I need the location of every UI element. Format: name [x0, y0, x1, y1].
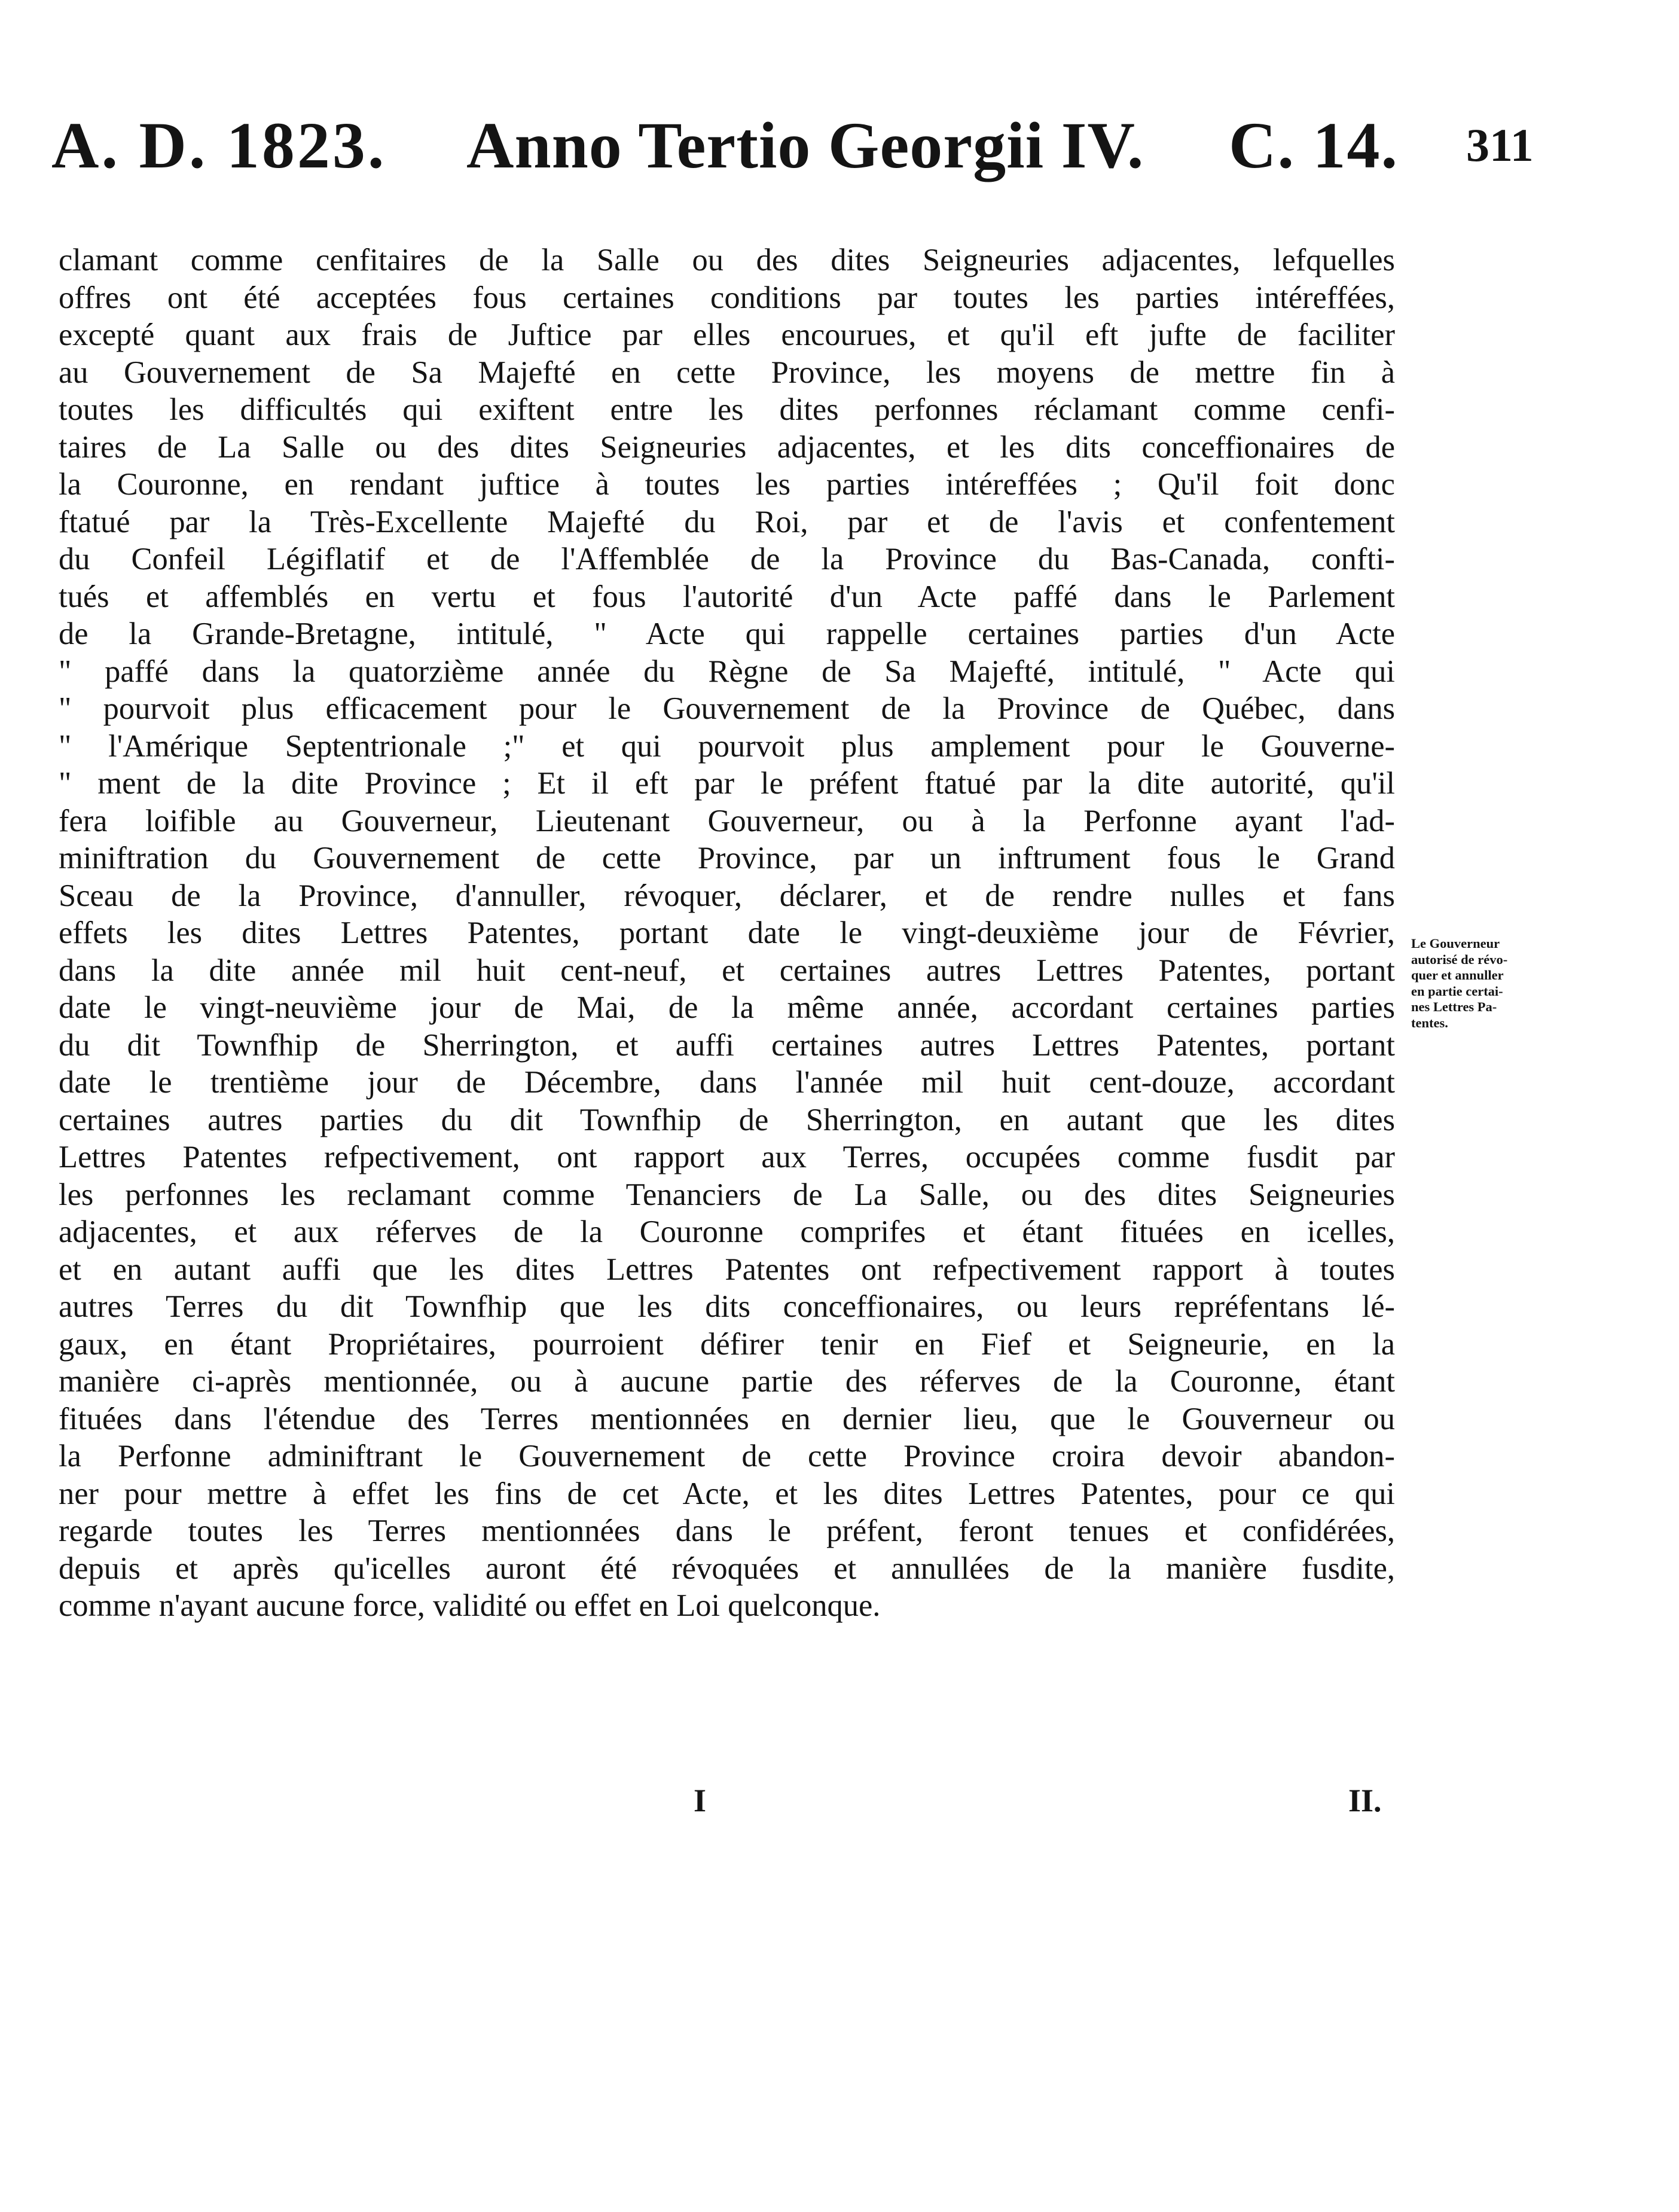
text-line: au Gouvernement de Sa Majefté en cette Province, les moyens de mettre fin à	[59, 355, 1395, 390]
text-line: excepté quant aux frais de Juftice par elles encourues, et qu'il eft jufte de faciliter	[59, 318, 1395, 352]
margin-note-line: nes Lettres Pa-	[1411, 999, 1497, 1014]
text-line: miniftration du Gouvernement de cette Province, par un inftrument fous le Grand	[59, 841, 1395, 875]
text-line: adjacentes, et aux réferves de la Couronne comprifes et étant fituées en icelles,	[59, 1215, 1395, 1249]
text-line: regarde toutes les Terres mentionnées dans le préfent, feront tenues et confidérées,	[59, 1514, 1395, 1548]
signature-mark: I	[694, 1783, 707, 1819]
header-chapter: C. 14.	[1229, 109, 1399, 182]
text-line: gaux, en étant Propriétaires, pourroient défirer tenir en Fief et Seigneurie, en la	[59, 1326, 1395, 1362]
text-line: Lettres Patentes refpectivement, ont rapport aux Terres, occupées comme fusdit par	[59, 1140, 1395, 1174]
text-line: et en autant auffi que les dites Lettres Patentes ont refpectivement rapport à toutes	[59, 1252, 1395, 1287]
text-line: offres ont été acceptées fous certaines conditions par toutes les parties intéreffées,	[59, 280, 1395, 315]
text-line: de la Grande-Bretagne, intitulé, " Acte qui rappelle certaines parties d'un Acte	[59, 617, 1395, 651]
page-footer	[0, 1770, 1679, 1830]
text-line: du Confeil Légiflatif et de l'Affemblée de la Province du Bas-Canada, confti-	[59, 542, 1395, 576]
text-line: " l'Amérique Septentrionale ;" et qui pourvoit plus amplement pour le Gouverne-	[59, 728, 1395, 764]
text-line: autres Terres du dit Townfhip que les dits conceffionaires, ou leurs repréfentans lé-	[59, 1289, 1395, 1324]
text-line: clamant comme cenfitaires de la Salle ou des dites Seigneuries adjacentes, lefquelles	[59, 243, 1395, 277]
text-line: du dit Townfhip de Sherrington, et auffi certaines autres Lettres Patentes, portant	[59, 1027, 1395, 1063]
text-line: toutes les difficultés qui exiftent entre les dites perfonnes réclamant comme cenfi-	[59, 392, 1395, 427]
text-line: " ment de la dite Province ; Et il eft par le préfent ftatué par la dite autorité, qu'il	[59, 766, 1395, 801]
text-line: la Perfonne adminiftrant le Gouvernement de cette Province croira devoir abandon-	[59, 1439, 1395, 1473]
text-line: comme n'ayant aucune force, validité ou effet en Loi quelconque.	[59, 1588, 881, 1623]
text-line: dans la dite année mil huit cent-neuf, et certaines autres Lettres Patentes, portant	[59, 953, 1395, 988]
catchword: II.	[1348, 1783, 1382, 1819]
body-text	[59, 242, 1395, 1625]
text-line: ftatué par la Très-Excellente Majefté du Roi, par et de l'avis et confentement	[59, 504, 1395, 539]
text-line: depuis et après qu'icelles auront été révoquées et annullées de la manière fusdite,	[59, 1551, 1395, 1586]
text-line: la Couronne, en rendant juftice à toutes les parties intéreffées ; Qu'il foit donc	[59, 467, 1395, 502]
text-line: fituées dans l'étendue des Terres mentionnées en dernier lieu, que le Gouverneur ou	[59, 1401, 1395, 1436]
margin-note-line: tentes.	[1411, 1015, 1448, 1030]
text-line: taires de La Salle ou des dites Seigneuries adjacentes, et les dits conceffionaires de	[59, 429, 1395, 465]
margin-note-line: quer et annuller	[1411, 968, 1504, 983]
text-line: date le vingt-neuvième jour de Mai, de la même année, accordant certaines parties	[59, 990, 1395, 1025]
margin-note-line: en partie certai-	[1411, 983, 1503, 999]
text-line: Sceau de la Province, d'annuller, révoquer, déclarer, et de rendre nulles et fans	[59, 878, 1395, 913]
text-line: tués et affemblés en vertu et fous l'autorité d'un Acte paffé dans le Parlement	[59, 579, 1395, 614]
text-line: les perfonnes les reclamant comme Tenanciers de La Salle, ou des dites Seigneuries	[59, 1177, 1395, 1212]
text-line: effets les dites Lettres Patentes, portant date le vingt-deuxième jour de Février,	[59, 916, 1395, 950]
text-line: ner pour mettre à effet les fins de cet Acte, et les dites Lettres Patentes, pour ce qui	[59, 1476, 1395, 1511]
text-line: fera loifible au Gouverneur, Lieutenant Gouverneur, ou à la Perfonne ayant l'ad-	[59, 803, 1395, 838]
margin-note	[1411, 936, 1573, 1031]
header-year: A. D. 1823.	[51, 109, 387, 182]
text-line: " pourvoit plus efficacement pour le Gouvernement de la Province de Québec, dans	[59, 691, 1395, 726]
header-title: Anno Tertio Georgii IV.	[466, 109, 1144, 182]
margin-note-line: autorisé de révo-	[1411, 951, 1508, 967]
margin-note-line: Le Gouverneur	[1411, 936, 1500, 951]
running-header	[0, 96, 1679, 191]
text-line: certaines autres parties du dit Townfhip de Sherrington, en autant que les dites	[59, 1102, 1395, 1137]
page-number: 311	[1466, 119, 1534, 171]
text-line: date le trentième jour de Décembre, dans l'année mil huit cent-douze, accordant	[59, 1065, 1395, 1100]
text-line: " paffé dans la quatorzième année du Règne de Sa Majefté, intitulé, " Acte qui	[59, 654, 1395, 689]
text-line: manière ci-après mentionnée, ou à aucune partie des réferves de la Couronne, étant	[59, 1364, 1395, 1399]
